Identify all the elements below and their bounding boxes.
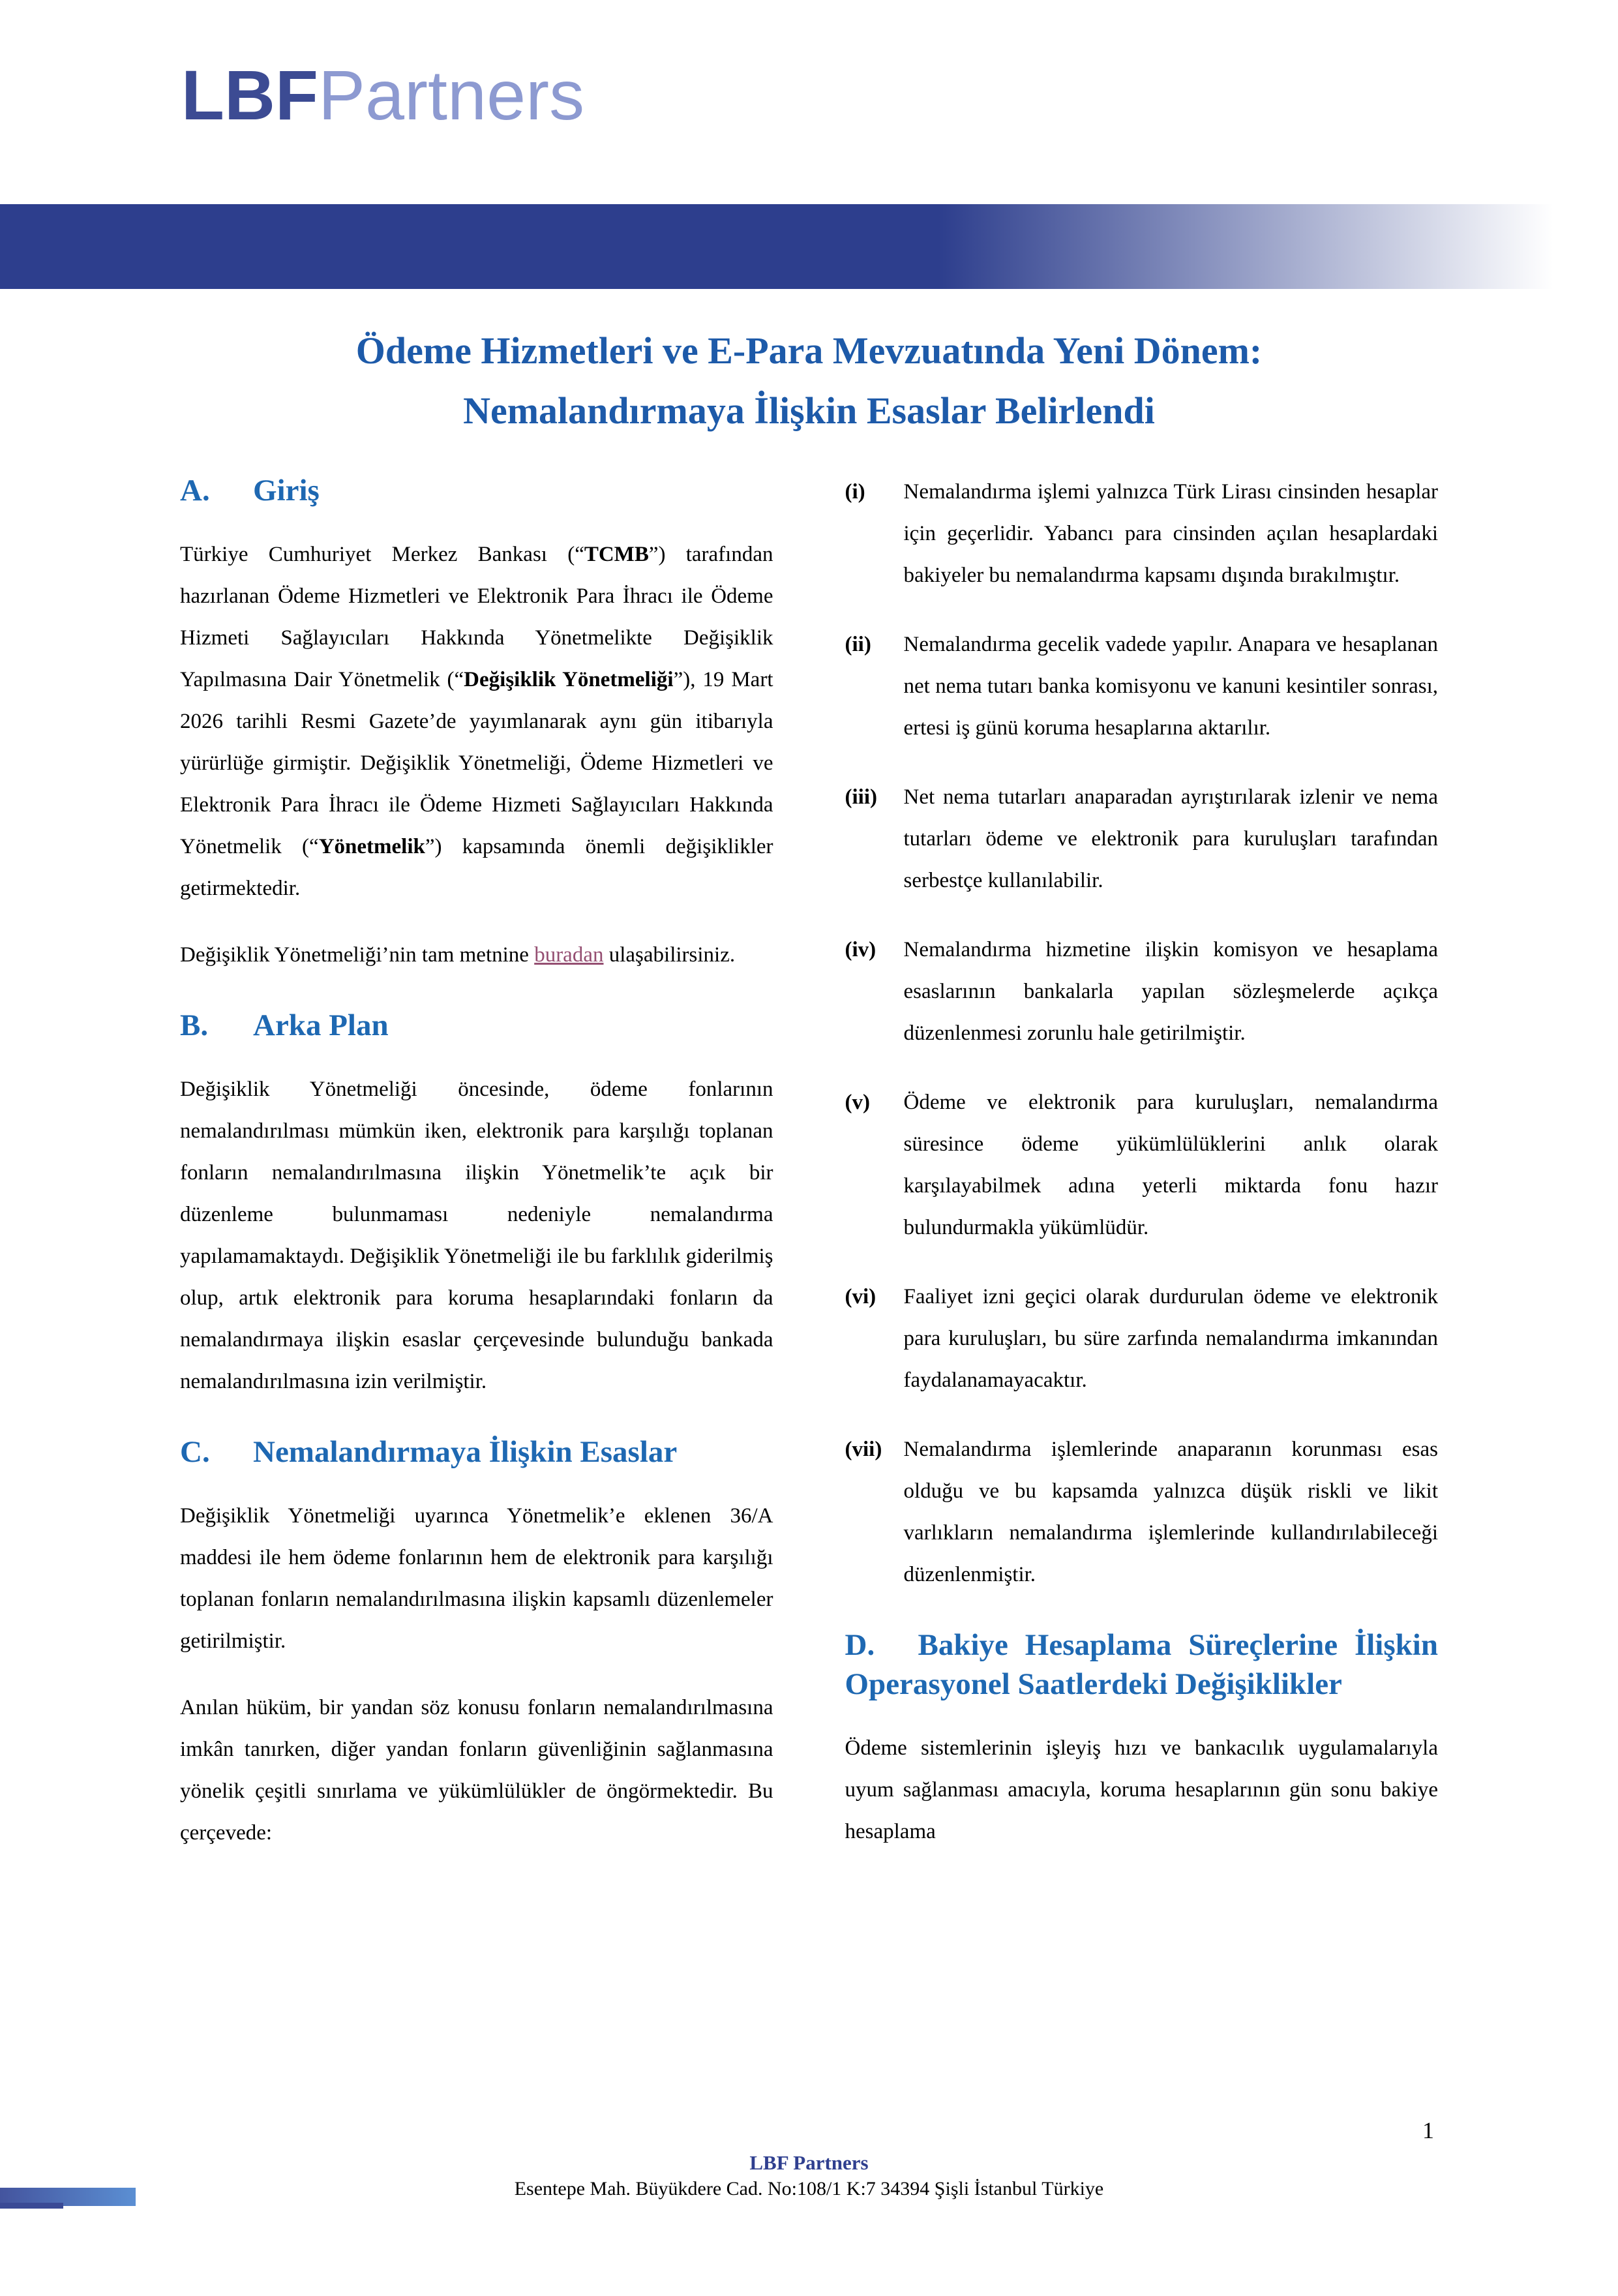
section-b-title: Arka Plan xyxy=(253,1008,389,1042)
list-item-i-label: (i) xyxy=(845,480,865,504)
list-item-ii-label: (ii) xyxy=(845,633,871,656)
list-item-vi-label: (vi) xyxy=(845,1285,876,1308)
page-footer xyxy=(0,2150,1618,2202)
list-item-iii xyxy=(845,776,1439,901)
list-item-vii xyxy=(845,1428,1439,1595)
two-column-text-block xyxy=(180,471,1438,1879)
footer-firm-name: LBF Partners xyxy=(749,2151,869,2174)
paragraph-d1: Ödeme sistemlerinin işleyiş hızı ve bankacılık uygulamalarıyla uyum sağlanması amacıyla, koruma hesaplarının gün sonu bakiye hesaplama xyxy=(845,1736,1438,1843)
lbf-partners-logo xyxy=(181,55,584,136)
list-item-ii xyxy=(845,624,1439,749)
paragraph-c1: Değişiklik Yönetmeliği uyarınca Yönetmelik’e eklenen 36/A maddesi ile hem ödeme fonlarının hem de elektronik para karşılığı toplanan fonların nemalandırılmasına ilişkin kapsamlı düzenlemeler getirilmiştir. xyxy=(180,1504,773,1653)
section-d-label: D. xyxy=(845,1628,875,1662)
section-heading-a xyxy=(180,471,773,510)
logo-lbf-text: LBF xyxy=(181,55,318,134)
paragraph-a2: Değişiklik Yönetmeliği’nin tam metnine buradan ulaşabilirsiniz. xyxy=(180,943,736,967)
list-item-iii-text: Net nema tutarları anaparadan ayrıştırılarak izlenir ve nema tutarları ödeme ve elektronik para kuruluşları tarafından serbestçe kullanılabilir. xyxy=(903,785,1438,892)
buradan-link[interactable]: buradan xyxy=(534,943,604,967)
list-item-iii-label: (iii) xyxy=(845,785,877,809)
logo-partners-text: Partners xyxy=(318,55,585,134)
list-item-vi-text: Faaliyet izni geçici olarak durdurulan ödeme ve elektronik para kuruluşları, bu süre zarfında nemalandırma imkanından faydalanamayacaktır. xyxy=(903,1285,1438,1392)
section-heading-c xyxy=(180,1432,773,1472)
list-item-iv-text: Nemalandırma hizmetine ilişkin komisyon ve hesaplama esaslarının bankalarla yapılan sözleşmelerde açıkça düzenlenmesi zorunlu hale getirilmiştir. xyxy=(903,938,1438,1045)
footer-address: Esentepe Mah. Büyükdere Cad. No:108/1 K:7 34394 Şişli İstanbul Türkiye xyxy=(514,2178,1104,2199)
list-item-iv-label: (iv) xyxy=(845,938,876,961)
page-title xyxy=(0,321,1618,441)
paragraph-a1: Türkiye Cumhuriyet Merkez Bankası (“TCMB”) tarafından hazırlanan Ödeme Hizmetleri ve Elektronik Para İhracı ile Ödeme Hizmeti Sağlayıcıları Hakkında Yönetmelikte Değişiklik Yapılmasına Dair Yönetmelik (“Değişiklik Yönetmeliği”), 19 Mart 2026 tarihli Resmi Gazete’de yayımlanarak aynı gün itibarıyla yürürlüğe girmiştir. Değişiklik Yönetmeliği, Ödeme Hizmetleri ve Elektronik Para İhracı ile Ödeme Hizmeti Sağlayıcıları Hakkında Yönetmelik (“Yönetmelik”) kapsamında önemli değişiklikler getirmektedir. xyxy=(180,543,773,900)
section-b-label: B. xyxy=(180,1008,209,1042)
page-title-line1: Ödeme Hizmetleri ve E-Para Mevzuatında Yeni Dönem: xyxy=(355,329,1263,372)
list-item-v-label: (v) xyxy=(845,1091,870,1114)
header-gradient-band xyxy=(0,204,1618,289)
list-item-vi xyxy=(845,1276,1439,1401)
section-heading-d xyxy=(845,1625,1439,1704)
paragraph-c2: Anılan hüküm, bir yandan söz konusu fonların nemalandırılmasına imkân tanırken, diğer yandan fonların güvenliğinin sağlanmasına yönelik çeşitli sınırlama ve yükümlülükler de öngörmektedir. Bu çerçevede: xyxy=(180,1696,773,1845)
section-c-title: Nemalandırmaya İlişkin Esaslar xyxy=(253,1435,678,1469)
footer-corner-bar-accent xyxy=(0,2203,63,2209)
list-item-i xyxy=(845,471,1439,596)
list-item-v xyxy=(845,1081,1439,1248)
left-column xyxy=(180,471,773,1879)
section-a-title: Giriş xyxy=(253,474,320,507)
list-item-i-text: Nemalandırma işlemi yalnızca Türk Lirası cinsinden hesaplar için geçerlidir. Yabancı para cinsinden açılan hesaplardaki bakiyeler bu nemalandırma kapsamı dışında bırakılmıştır. xyxy=(903,480,1438,587)
page-title-line2: Nemalandırmaya İlişkin Esaslar Belirlendi xyxy=(463,389,1155,432)
list-item-iv xyxy=(845,929,1439,1054)
section-heading-b xyxy=(180,1006,773,1045)
page-number: 1 xyxy=(1422,2117,1434,2143)
list-item-vii-label: (vii) xyxy=(845,1438,882,1461)
paragraph-b1: Değişiklik Yönetmeliği öncesinde, ödeme fonlarının nemalandırılması mümkün iken, elektronik para karşılığı toplanan fonların nemalandırılmasına ilişkin Yönetmelik’te açık bir düzenleme bulunmaması nedeniyle nemalandırma yapılamamaktaydı. Değişiklik Yönetmeliği ile bu farklılık giderilmiş olup, artık elektronik para koruma hesaplarındaki fonların da nemalandırmaya ilişkin esaslar çerçevesinde bulunduğu bankada nemalandırılmasına izin verilmiştir. xyxy=(180,1078,773,1393)
list-item-vii-text: Nemalandırma işlemlerinde anaparanın korunması esas olduğu ve bu kapsamda yalnızca düşük riskli ve likit varlıkların nemalandırma işlemlerinde kullandırılabileceği düzenlenmiştir. xyxy=(903,1438,1438,1586)
right-column xyxy=(845,471,1439,1879)
section-a-label: A. xyxy=(180,474,210,507)
list-item-v-text: Ödeme ve elektronik para kuruluşları, nemalandırma süresince ödeme yükümlülüklerini anlık olarak karşılayabilmek adına yeterli miktarda fonu hazır bulundurmakla yükümlüdür. xyxy=(903,1091,1438,1239)
section-d-title: Bakiye Hesaplama Süreçlerine İlişkin Operasyonel Saatlerdeki Değişiklikler xyxy=(845,1628,1438,1701)
list-item-ii-text: Nemalandırma gecelik vadede yapılır. Anapara ve hesaplanan net nema tutarı banka komisyonu ve kanuni kesintiler sonrası, ertesi iş günü koruma hesaplarına aktarılır. xyxy=(903,633,1438,740)
section-c-label: C. xyxy=(180,1435,210,1469)
